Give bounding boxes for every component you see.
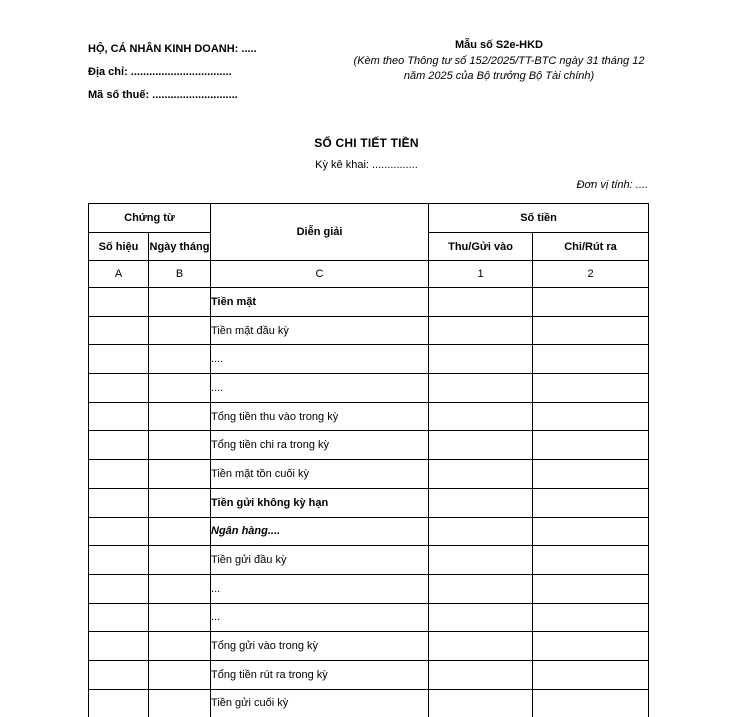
doc-date-cell (149, 574, 211, 603)
doc-number-cell (89, 402, 149, 431)
doc-number-cell (89, 574, 149, 603)
table-row (89, 316, 649, 345)
doc-number-cell (89, 288, 149, 317)
amount-in-cell (429, 402, 533, 431)
doc-date-cell (149, 488, 211, 517)
amount-in-cell (429, 460, 533, 489)
amount-out-cell (533, 374, 649, 403)
address-line: Địa chỉ: ................................. (88, 66, 232, 78)
amount-out-cell (533, 689, 649, 717)
table-row (89, 431, 649, 460)
table-header-row-1 (89, 204, 649, 233)
doc-number-cell (89, 488, 149, 517)
doc-date-header: Ngày tháng (149, 233, 211, 261)
description-cell: Tiền gửi không kỳ hạn (211, 488, 429, 517)
amount-out-cell (533, 603, 649, 632)
amount-in-cell (429, 660, 533, 689)
col-code-2: 2 (533, 261, 649, 288)
doc-number-cell (89, 603, 149, 632)
description-cell: .... (211, 345, 429, 374)
table-body (89, 288, 649, 717)
amount-out-cell (533, 574, 649, 603)
description-cell: ... (211, 603, 429, 632)
table-row (89, 660, 649, 689)
amount-out-cell (533, 632, 649, 661)
doc-date-cell (149, 316, 211, 345)
amount-out-cell (533, 517, 649, 546)
description-cell: Tiền gửi đầu kỳ (211, 546, 429, 575)
amount-out-cell (533, 431, 649, 460)
description-cell: Tiền mặt đầu kỳ (211, 316, 429, 345)
description-cell: Tổng tiền rút ra trong kỳ (211, 660, 429, 689)
amount-in-cell (429, 488, 533, 517)
description-cell: Tổng gửi vào trong kỳ (211, 632, 429, 661)
amount-in-cell (429, 603, 533, 632)
table-row (89, 689, 649, 717)
tax-code-line: Mã số thuế: ............................ (88, 89, 238, 101)
amount-in-cell (429, 574, 533, 603)
doc-number-cell (89, 431, 149, 460)
description-cell: Tổng tiền thu vào trong kỳ (211, 402, 429, 431)
description-cell: Ngân hàng.... (211, 517, 429, 546)
unit-line: Đơn vị tính: .... (576, 179, 648, 191)
table-row (89, 374, 649, 403)
doc-date-cell (149, 288, 211, 317)
table-row (89, 402, 649, 431)
col-code-1: 1 (429, 261, 533, 288)
amount-in-cell (429, 546, 533, 575)
doc-date-cell (149, 689, 211, 717)
amount-in-cell (429, 517, 533, 546)
doc-number-cell (89, 660, 149, 689)
description-cell: Tiền mặt tồn cuối kỳ (211, 460, 429, 489)
col-code-c: C (211, 261, 429, 288)
circular-note-line2: năm 2025 của Bộ trưởng Bộ Tài chính) (403, 70, 595, 82)
table-row (89, 603, 649, 632)
amount-in-cell (429, 689, 533, 717)
description-header: Diễn giải (211, 204, 429, 261)
header-right-block (348, 39, 650, 84)
table-row (89, 488, 649, 517)
doc-date-cell (149, 345, 211, 374)
doc-date-cell (149, 402, 211, 431)
amount-in-cell (429, 374, 533, 403)
amount-out-cell (533, 316, 649, 345)
doc-date-cell (149, 546, 211, 575)
amount-out-cell (533, 660, 649, 689)
form-number: Mẫu số S2e-HKD (454, 39, 544, 51)
doc-number-cell (89, 689, 149, 717)
description-cell: .... (211, 374, 429, 403)
amount-in-cell (429, 316, 533, 345)
doc-date-cell (149, 431, 211, 460)
table-row (89, 632, 649, 661)
amount-out-cell (533, 345, 649, 374)
amount-out-cell (533, 288, 649, 317)
doc-number-cell (89, 517, 149, 546)
cash-book-table (88, 203, 649, 717)
doc-number-cell (89, 460, 149, 489)
doc-number-cell (89, 374, 149, 403)
col-code-b: B (149, 261, 211, 288)
table-row (89, 546, 649, 575)
amount-in-cell (429, 632, 533, 661)
col-code-a: A (89, 261, 149, 288)
doc-group-header: Chứng từ (89, 204, 211, 233)
circular-note-line1: (Kèm theo Thông tư số 152/2025/TT-BTC ngày 31 tháng 12 (353, 55, 645, 67)
amount-in-header: Thu/Gửi vào (429, 233, 533, 261)
amount-in-cell (429, 431, 533, 460)
doc-date-cell (149, 632, 211, 661)
amount-out-cell (533, 488, 649, 517)
doc-number-header: Số hiệu (89, 233, 149, 261)
table-row (89, 574, 649, 603)
page-title: SỔ CHI TIẾT TIỀN (314, 136, 419, 150)
title-block (0, 136, 733, 171)
table-row (89, 517, 649, 546)
amount-in-cell (429, 288, 533, 317)
amount-group-header: Số tiền (429, 204, 649, 233)
doc-number-cell (89, 632, 149, 661)
column-code-row (89, 261, 649, 288)
amount-out-header: Chi/Rút ra (533, 233, 649, 261)
doc-date-cell (149, 517, 211, 546)
amount-out-cell (533, 402, 649, 431)
table-row (89, 345, 649, 374)
description-cell: ... (211, 574, 429, 603)
doc-number-cell (89, 345, 149, 374)
doc-date-cell (149, 660, 211, 689)
doc-date-cell (149, 460, 211, 489)
amount-in-cell (429, 345, 533, 374)
business-name-line: HỘ, CÁ NHÂN KINH DOANH: ..... (88, 43, 257, 55)
description-cell: Tiền gửi cuối kỳ (211, 689, 429, 717)
amount-out-cell (533, 546, 649, 575)
description-cell: Tổng tiền chi ra trong kỳ (211, 431, 429, 460)
period-line: Kỳ kê khai: ............... (315, 159, 418, 171)
doc-date-cell (149, 603, 211, 632)
doc-number-cell (89, 316, 149, 345)
table-row (89, 288, 649, 317)
description-cell: Tiền mặt (211, 288, 429, 317)
doc-date-cell (149, 374, 211, 403)
amount-out-cell (533, 460, 649, 489)
table-row (89, 460, 649, 489)
header-left-block (88, 38, 257, 107)
doc-number-cell (89, 546, 149, 575)
